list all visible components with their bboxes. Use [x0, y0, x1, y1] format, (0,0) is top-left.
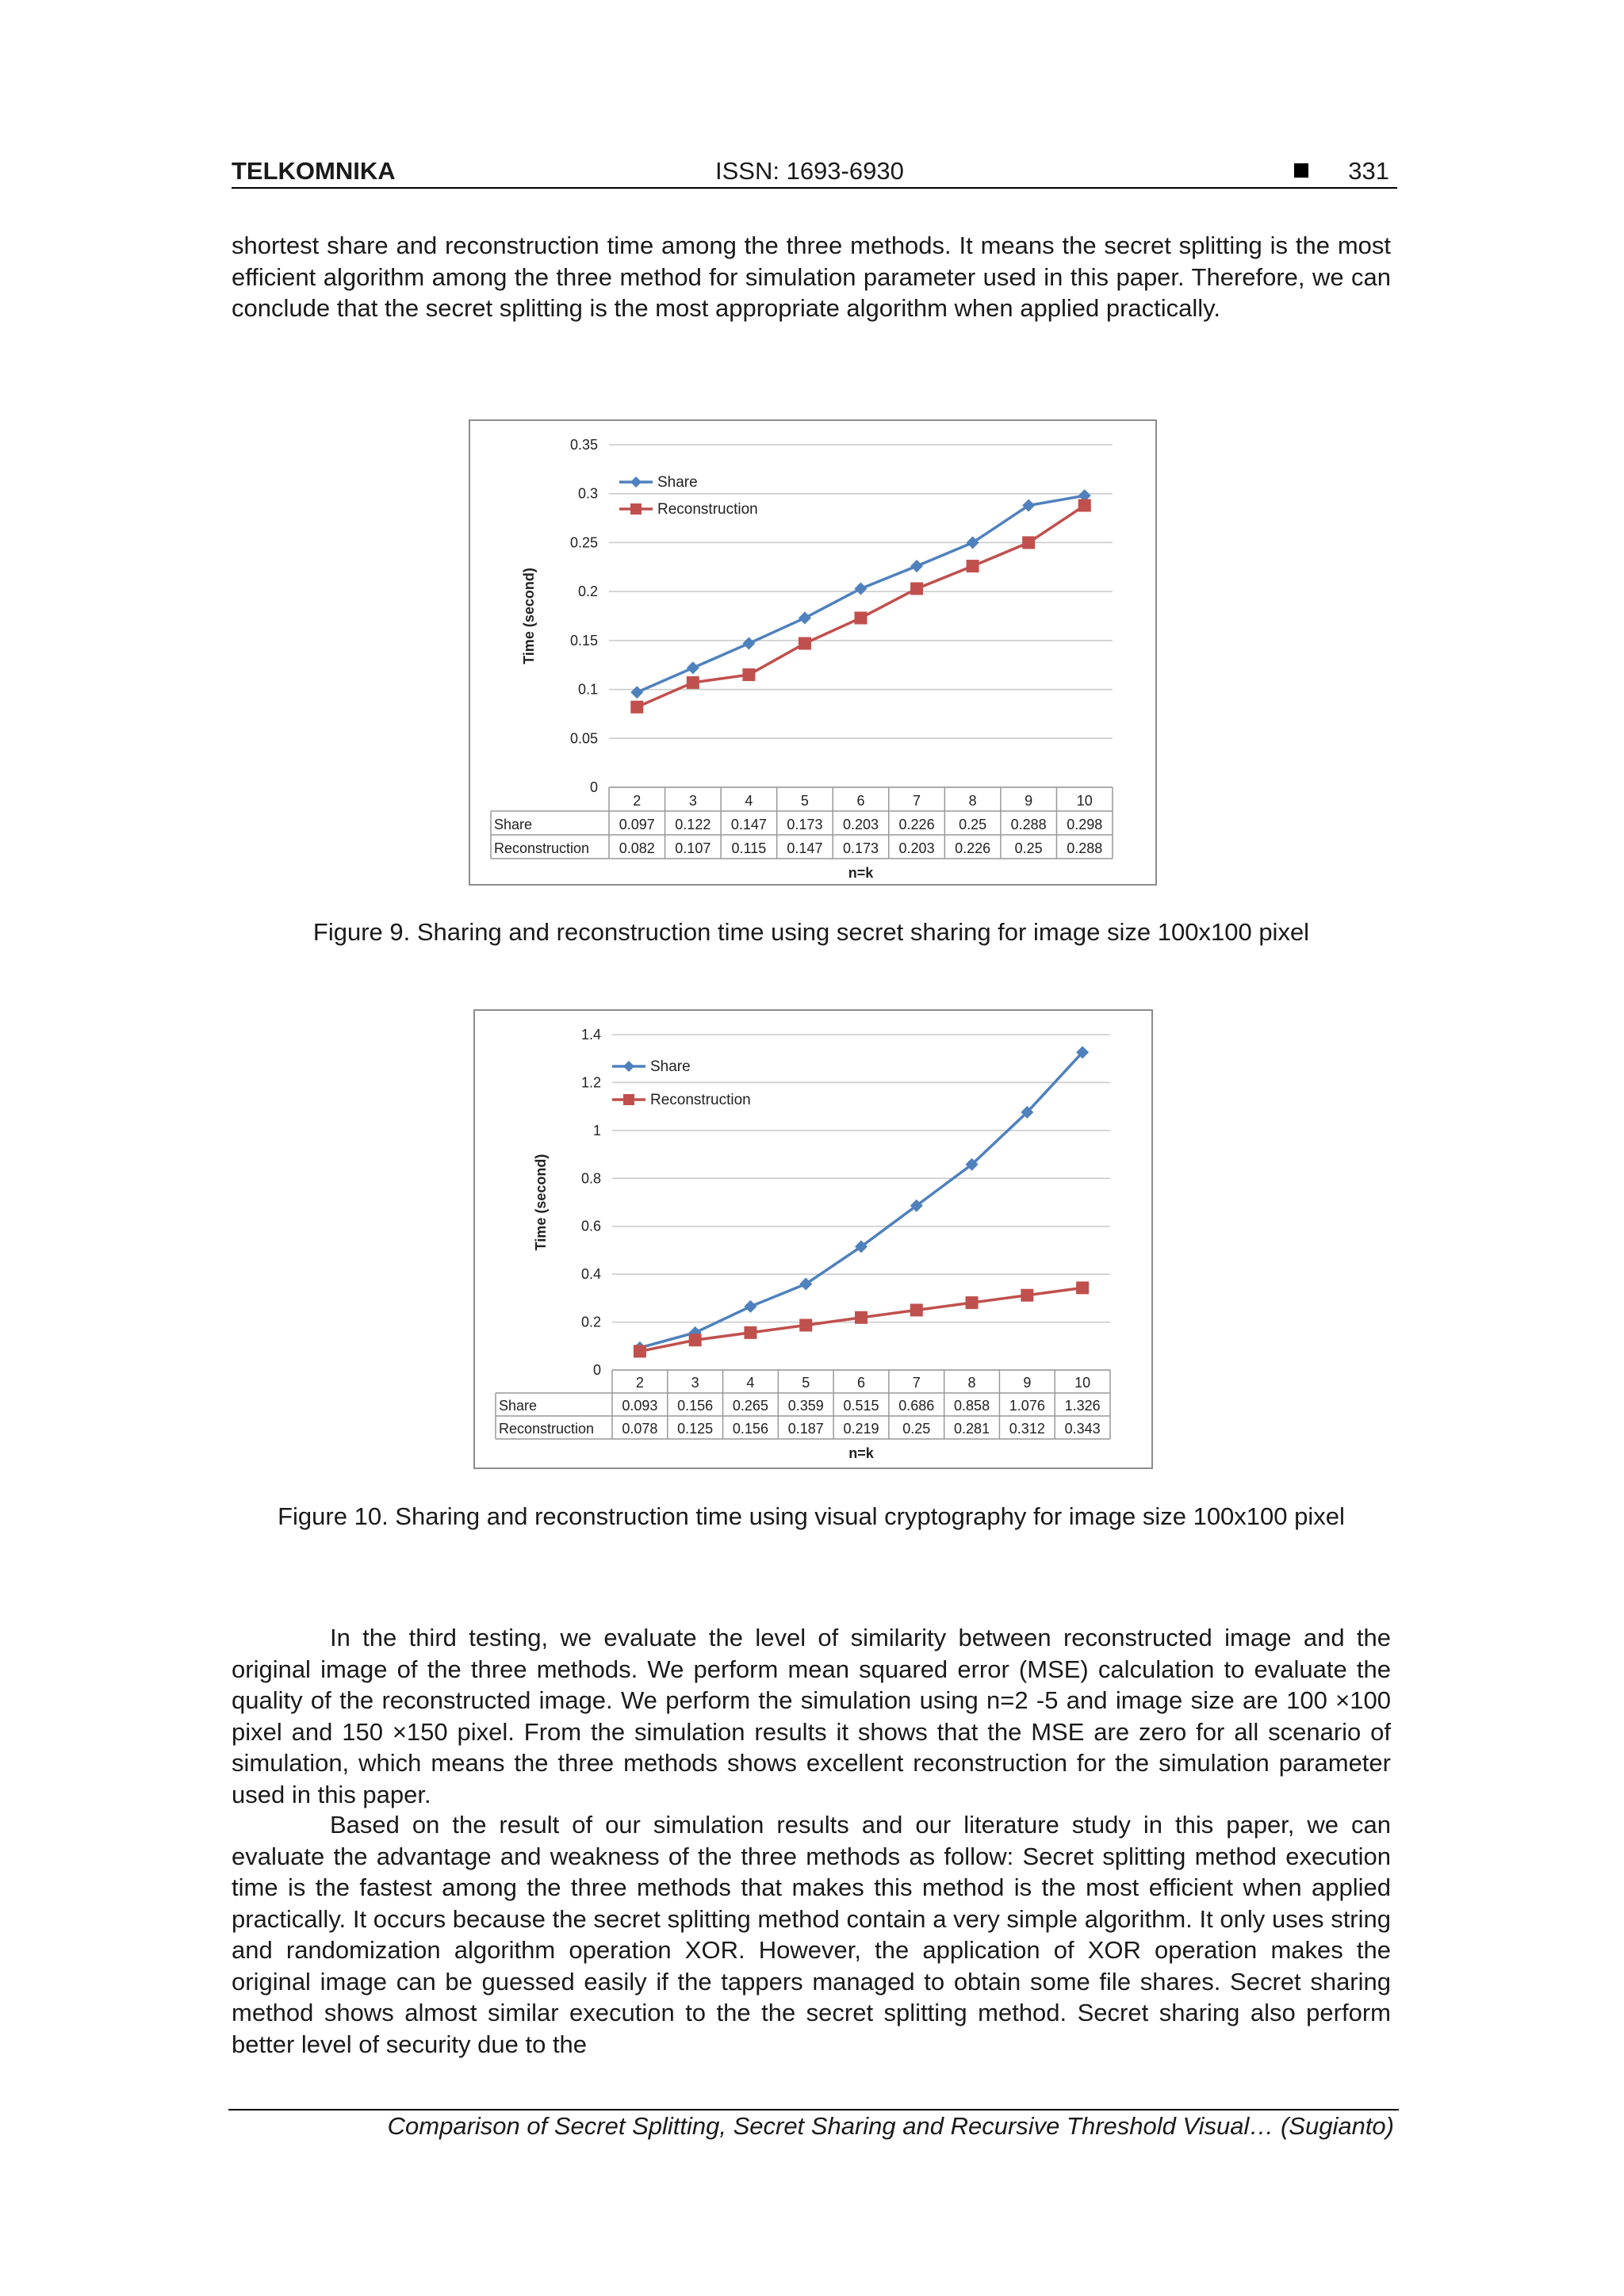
table-data-label: 0.226 [955, 840, 991, 856]
y-tick-label: 0.6 [580, 1218, 601, 1234]
legend-marker-reconstruction [630, 503, 642, 515]
data-point-share [744, 1300, 756, 1313]
figure-10-caption: Figure 10. Sharing and reconstruction time using visual cryptography for image size 100x100 pixel [278, 1502, 1345, 1530]
legend-label: Share [657, 474, 698, 491]
x-tick-label: 4 [746, 1375, 755, 1391]
table-data-label: 0.122 [675, 817, 711, 832]
paragraph-third-testing: In the third testing, we evaluate the level of similarity between reconstructed image and the original image of the three methods. We perform mean squared error (MSE) calculation to evaluate the quality of the reconstructed image. We perform the simulation using n=2 -5 and image size are 100 ×100 pixel and 150 ×150 pixel. From the simulation results it shows that the MSE are zero for all scenario of simulation, which means the three methods shows excellent reconstruction for the simulation parameter used in this paper. [232, 1624, 1391, 1808]
y-tick-label: 1.2 [580, 1074, 601, 1091]
table-data-label: 0.858 [954, 1398, 990, 1414]
x-tick-label: 10 [1074, 1375, 1091, 1391]
table-data-label: 0.25 [902, 1421, 931, 1437]
x-tick-label: 2 [635, 1375, 644, 1391]
table-data-label: 0.288 [1010, 817, 1047, 832]
x-tick-label: 7 [912, 1375, 921, 1391]
table-data-label: 0.187 [787, 1421, 824, 1437]
x-tick-label: 9 [1023, 1375, 1032, 1391]
data-point-reconstruction [1076, 1281, 1089, 1294]
x-tick-label: 5 [802, 1375, 810, 1391]
table-series-label: Share [499, 1398, 538, 1414]
table-data-label: 0.093 [622, 1398, 658, 1414]
data-point-reconstruction [855, 1311, 868, 1324]
y-tick-label: 0 [589, 779, 598, 795]
data-point-reconstruction [744, 1326, 756, 1339]
running-footer: Comparison of Secret Splitting, Secret Sharing and Recursive Threshold Visual… (Sugianto) [387, 2112, 1394, 2140]
x-tick-label: 6 [856, 1375, 866, 1391]
table-data-label: 0.203 [842, 817, 879, 832]
page-number: 331 [1348, 157, 1389, 185]
table-data-label: 0.097 [619, 817, 655, 832]
data-point-reconstruction [910, 582, 923, 595]
issn: ISSN: 1693-6930 [715, 157, 904, 185]
y-tick-label: 0.1 [577, 681, 598, 698]
table-series-label: Reconstruction [494, 840, 590, 856]
table-data-label: 0.686 [898, 1398, 935, 1414]
legend-marker-share [630, 476, 642, 488]
table-data-label: 0.107 [675, 840, 711, 856]
data-point-reconstruction [799, 637, 811, 650]
data-point-reconstruction [910, 1303, 923, 1316]
y-tick-label: 0 [592, 1362, 601, 1378]
figure-10-chart [473, 1009, 1153, 1469]
y-tick-label: 1.4 [580, 1027, 601, 1043]
data-point-reconstruction [967, 560, 979, 572]
table-data-label: 0.082 [619, 840, 655, 856]
data-point-reconstruction [630, 701, 643, 714]
x-axis-title: n=k [848, 1445, 874, 1461]
data-point-reconstruction [1021, 1289, 1033, 1302]
table-data-label: 0.147 [787, 840, 823, 856]
x-tick-label: 9 [1025, 793, 1033, 809]
figure-9-chart [469, 419, 1157, 886]
data-point-share [742, 637, 755, 650]
data-point-share [630, 686, 643, 698]
x-axis-title: n=k [848, 865, 874, 881]
series-line-reconstruction [637, 506, 1084, 707]
table-data-label: 1.326 [1064, 1398, 1101, 1414]
x-tick-label: 2 [633, 793, 642, 809]
y-axis-title: Time (second) [521, 568, 537, 664]
data-point-share [910, 560, 923, 572]
data-point-reconstruction [1078, 499, 1091, 512]
figure-9-caption: Figure 9. Sharing and reconstruction time using secret sharing for image size 100x100 pixel [312, 918, 1310, 946]
y-tick-label: 0.05 [569, 730, 598, 747]
table-data-label: 0.173 [842, 840, 879, 856]
footer-rule [228, 2109, 1399, 2110]
table-data-label: 0.312 [1009, 1421, 1045, 1437]
table-data-label: 0.226 [898, 817, 935, 832]
table-data-label: 0.203 [898, 840, 935, 856]
y-tick-label: 0.4 [580, 1266, 601, 1283]
table-data-label: 0.288 [1067, 840, 1103, 856]
x-tick-label: 3 [688, 793, 697, 809]
x-tick-label: 7 [913, 793, 921, 809]
table-data-label: 0.219 [843, 1421, 879, 1437]
journal-name: TELKOMNIKA [232, 157, 396, 185]
legend-marker-reconstruction [623, 1094, 634, 1105]
y-tick-label: 0.2 [577, 584, 598, 600]
table-series-label: Reconstruction [499, 1421, 595, 1437]
figure-10-svg [475, 1011, 1151, 1468]
data-point-share [799, 611, 811, 624]
table-series-label: Share [494, 817, 533, 832]
data-point-reconstruction [855, 611, 868, 624]
x-tick-label: 10 [1076, 793, 1093, 809]
legend-marker-share [623, 1061, 634, 1072]
table-data-label: 0.25 [1014, 840, 1043, 856]
table-data-label: 0.359 [787, 1398, 824, 1414]
x-tick-label: 5 [800, 793, 809, 809]
data-point-reconstruction [966, 1296, 979, 1309]
data-point-reconstruction [742, 668, 755, 681]
legend-label: Reconstruction [650, 1092, 751, 1108]
table-data-label: 0.281 [954, 1421, 990, 1437]
table-data-label: 0.156 [677, 1398, 714, 1414]
legend-label: Reconstruction [657, 501, 758, 518]
data-point-reconstruction [689, 1334, 702, 1346]
x-tick-label: 8 [968, 793, 977, 809]
figure-9-svg [470, 421, 1155, 884]
data-point-reconstruction [634, 1345, 646, 1357]
x-tick-label: 3 [691, 1375, 699, 1391]
table-data-label: 1.076 [1009, 1398, 1045, 1414]
table-data-label: 0.515 [843, 1398, 879, 1414]
table-data-label: 0.298 [1067, 817, 1103, 832]
table-data-label: 0.125 [677, 1421, 714, 1437]
table-data-label: 0.147 [730, 817, 767, 832]
x-tick-label: 8 [967, 1375, 976, 1391]
table-data-label: 0.156 [732, 1421, 768, 1437]
table-data-label: 0.115 [731, 840, 767, 856]
table-data-label: 0.173 [787, 817, 823, 832]
y-tick-label: 0.15 [569, 632, 598, 649]
paragraph-conclusion: shortest share and reconstruction time among the three methods. It means the secret splitting is the most efficient algorithm among the three method for simulation parameter used in this paper. Therefore, we can conclude that the secret splitting is the most appropriate algorithm when applied practically. [232, 232, 1391, 322]
y-tick-label: 0.35 [569, 437, 598, 453]
data-point-share [687, 661, 699, 674]
data-point-reconstruction [799, 1318, 812, 1331]
table-data-label: 0.265 [732, 1398, 768, 1414]
table-data-label: 0.078 [622, 1421, 658, 1437]
paragraph-evaluation: Based on the result of our simulation results and our literature study in this paper, we can evaluate the advantage and weakness of the three methods as follow: Secret splitting method execution time is the fastest among the three methods that makes this method is the most efficient when applied practically. It occurs because the secret splitting method contain a very simple algorithm. It only uses string and randomization algorithm operation XOR. However, the application of XOR operation makes the original image can be guessed easily if the tappers managed to obtain some file shares. Secret sharing method shows almost similar execution to the the secret splitting method. Secret sharing also perform better level of security due to the [232, 1811, 1391, 2058]
y-tick-label: 0.2 [580, 1314, 601, 1330]
square-bullet-icon [1294, 163, 1308, 178]
table-data-label: 0.343 [1064, 1421, 1101, 1437]
data-point-share [855, 582, 868, 595]
x-tick-label: 6 [856, 793, 865, 809]
y-tick-label: 1 [592, 1122, 601, 1138]
x-tick-label: 4 [745, 793, 753, 809]
y-tick-label: 0.8 [580, 1170, 601, 1187]
y-tick-label: 0.25 [569, 534, 598, 551]
data-point-reconstruction [687, 676, 699, 689]
legend-label: Share [650, 1058, 691, 1075]
running-header [232, 155, 1397, 189]
y-axis-title: Time (second) [533, 1154, 549, 1251]
data-point-reconstruction [1022, 536, 1035, 549]
y-tick-label: 0.3 [577, 485, 598, 502]
table-data-label: 0.25 [959, 817, 987, 832]
